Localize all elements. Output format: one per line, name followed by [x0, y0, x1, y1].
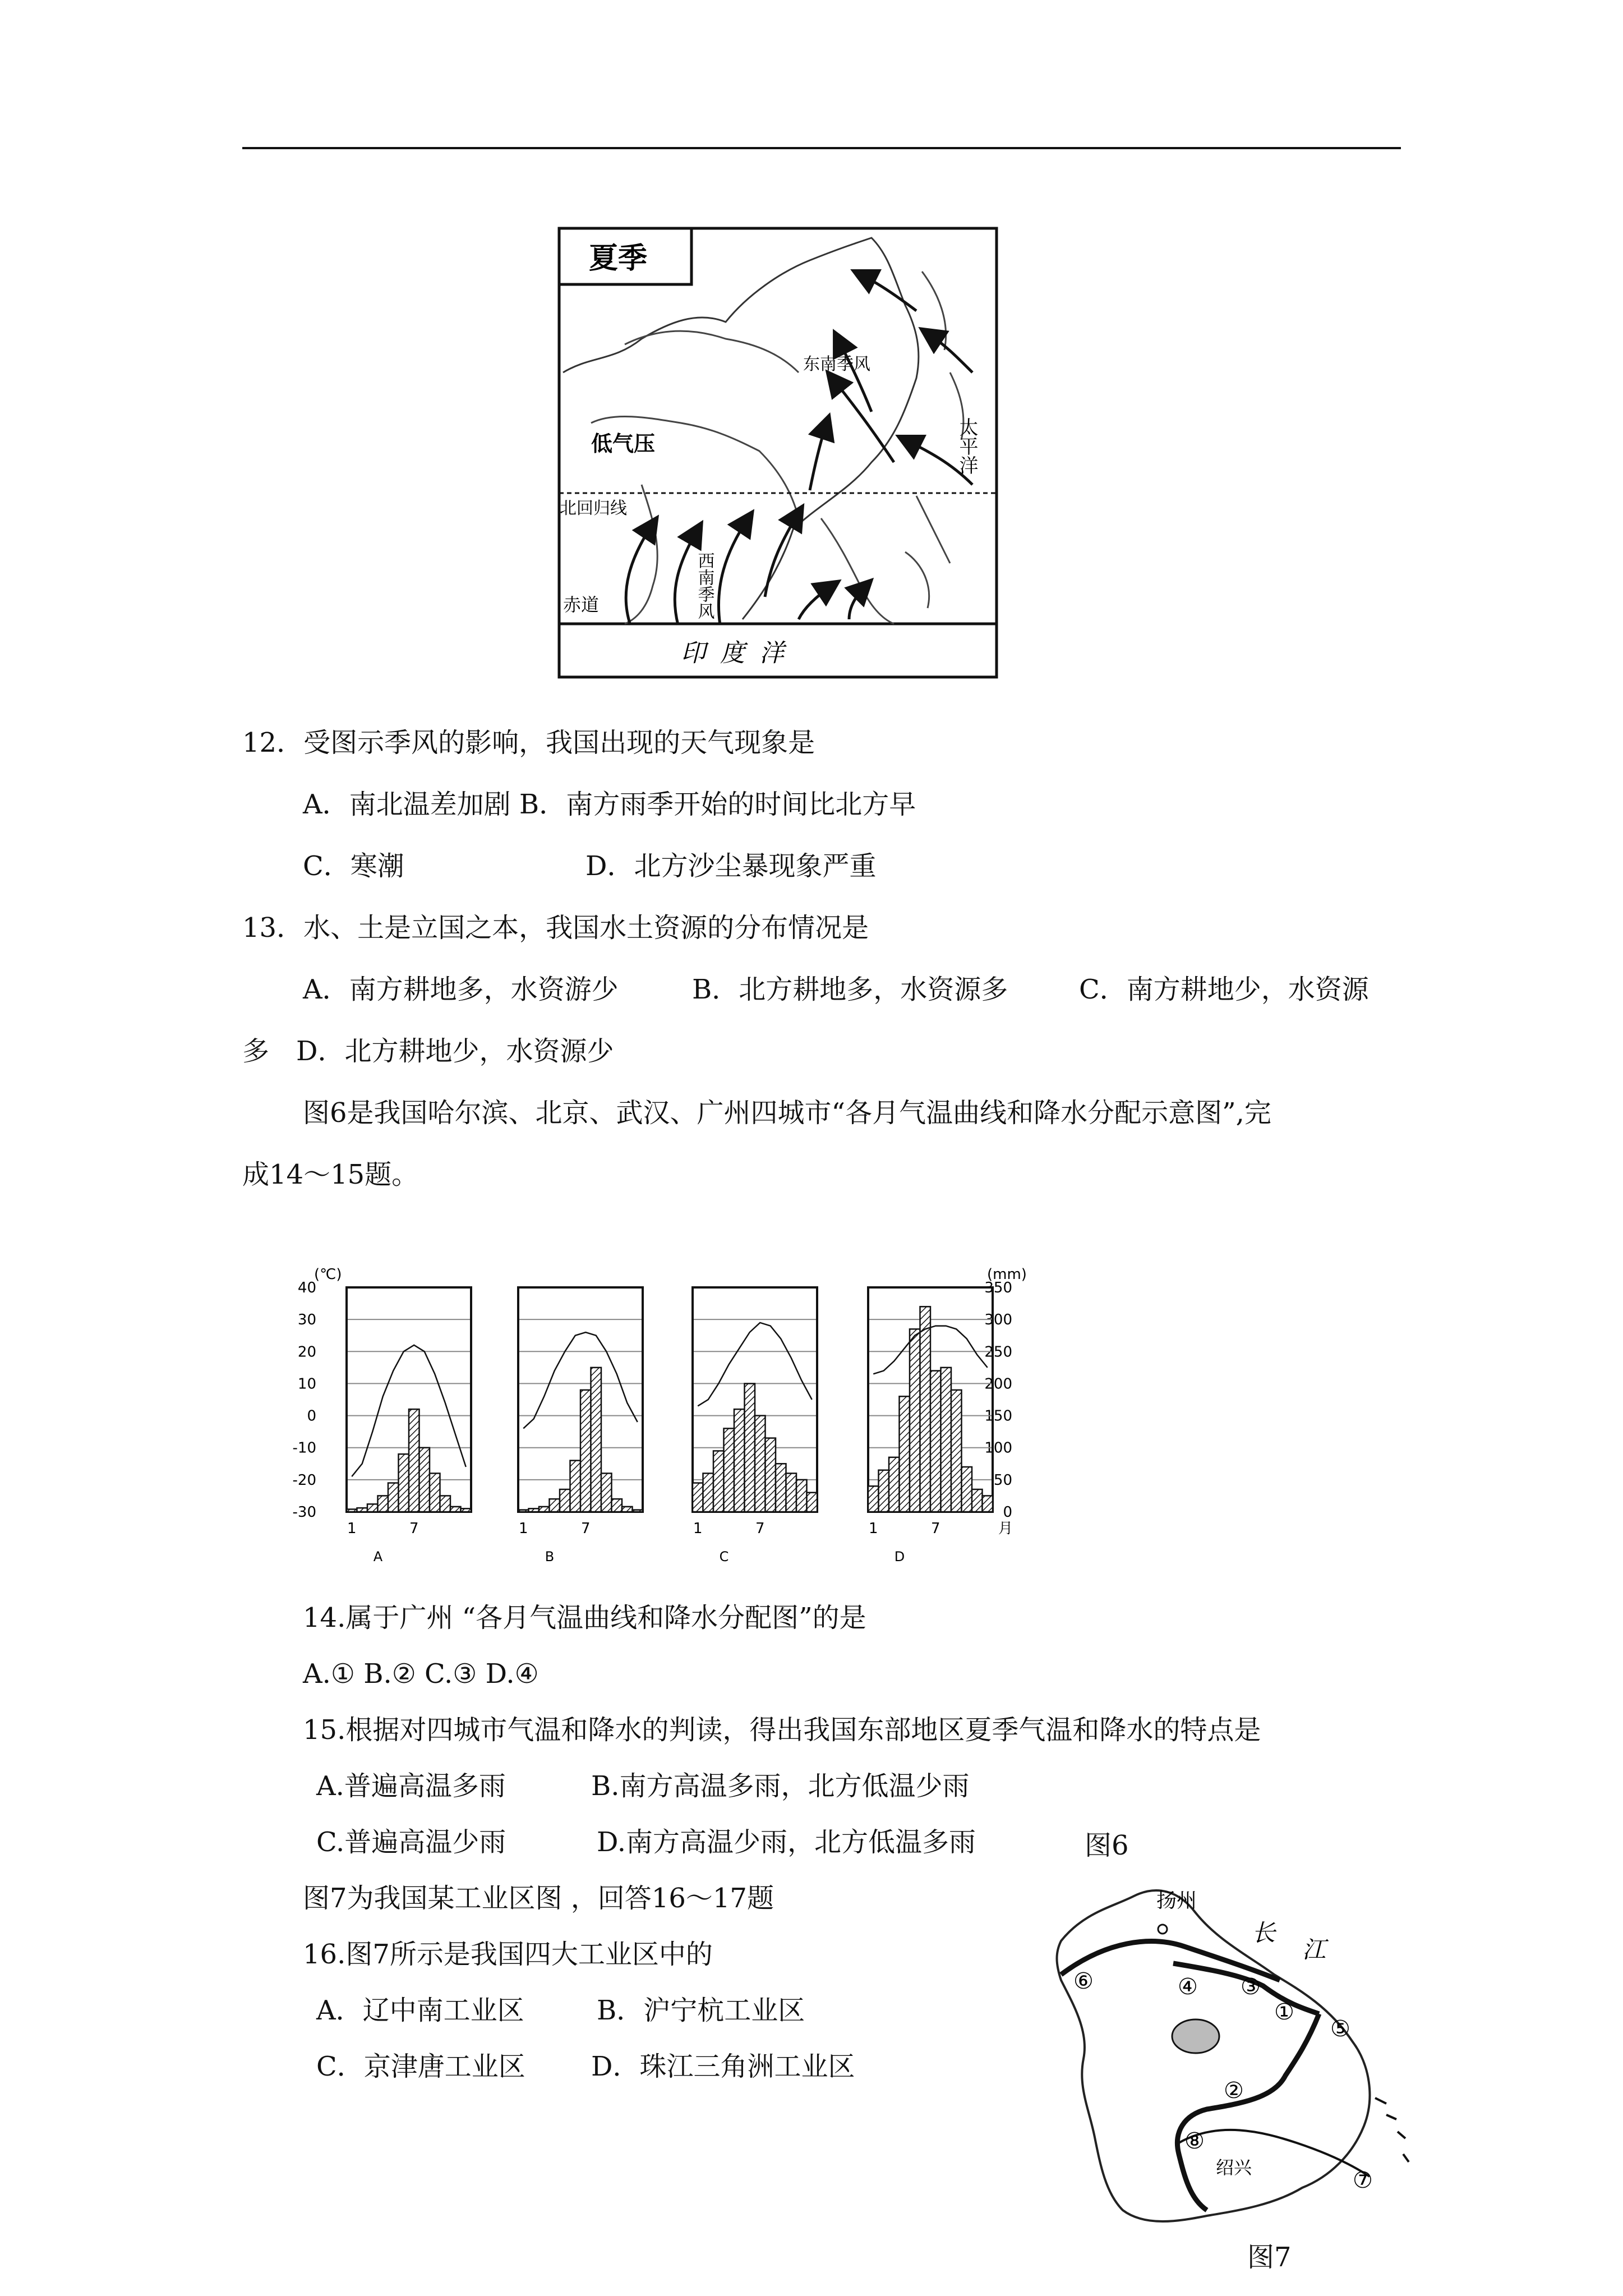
precip-bar — [920, 1306, 931, 1512]
precip-bar — [962, 1467, 972, 1512]
precip-bar — [560, 1489, 570, 1512]
chart-panel-D — [868, 1287, 1013, 1565]
x-tick-label: 7 — [409, 1520, 419, 1537]
q16-option-b: B．沪宁杭工业区 — [597, 1995, 805, 2026]
panel-label: B — [545, 1549, 555, 1565]
precip-bar — [378, 1496, 389, 1512]
map-title: 夏季 — [589, 242, 648, 275]
point-5: ⑤ — [1330, 2016, 1350, 2042]
svg-text:西南季风: 西南季风 — [694, 552, 714, 619]
precip-tick-label: 250 — [984, 1343, 1012, 1361]
precip-bar — [580, 1390, 591, 1512]
point-7: ⑦ — [1353, 2168, 1373, 2193]
yangzhou-label: 扬州 — [1156, 1889, 1197, 1912]
climate-charts-figure — [292, 1262, 1046, 1565]
q13-option-c: C．南方耕地少，水资源 — [1079, 974, 1369, 1005]
x-tick-label: 1 — [347, 1520, 357, 1537]
precip-bar — [550, 1499, 560, 1512]
equator-label: 赤道 — [563, 594, 600, 615]
q15-option-b: B.南方高温多雨，北方低温少雨 — [591, 1770, 970, 1802]
temp-axis — [293, 1280, 316, 1521]
q13-option-b: B．北方耕地多，水资源多 — [692, 974, 1008, 1005]
precip-bar — [703, 1473, 714, 1512]
q14-text: 14.属于广州 “各月气温曲线和降水分配图”的是 — [303, 1602, 866, 1634]
chart-panel-A — [347, 1287, 471, 1565]
panel-label: D — [894, 1549, 905, 1565]
precip-bar — [347, 1509, 357, 1512]
precip-bar — [440, 1496, 451, 1512]
indian-ocean-label: 印度洋 — [681, 639, 799, 668]
precip-bar — [693, 1483, 703, 1512]
temp-tick-label: 30 — [297, 1312, 316, 1329]
precip-bar — [951, 1390, 962, 1512]
precip-bar — [786, 1473, 797, 1512]
precip-bar — [983, 1496, 993, 1512]
precip-bar — [972, 1489, 983, 1512]
fig7-caption: 图7 — [1247, 2242, 1292, 2273]
chart-panel-C — [693, 1287, 817, 1565]
q16-text: 16.图7所示是我国四大工业区中的 — [303, 1939, 713, 1970]
monsoon-arrows — [626, 274, 972, 625]
svg-text:东南季风: 东南季风 — [803, 355, 870, 374]
fig7-intro: 图7为我国某工业区图 ，回答16～17题 — [303, 1883, 774, 1914]
q13-option-a: A．南方耕地多，水资游少 — [303, 974, 619, 1005]
pacific-label: 太平洋 — [956, 417, 978, 475]
q15-text: 15.根据对四城市气温和降水的判读，得出我国东部地区夏季气温和降水的特点是 — [303, 1714, 1261, 1746]
precip-bar — [419, 1448, 430, 1512]
precip-bar — [889, 1457, 900, 1512]
precip-bar — [776, 1464, 786, 1512]
q16-option-a: A．辽中南工业区 — [316, 1995, 524, 2026]
q16-option-d: D．珠江三角洲工业区 — [591, 2051, 855, 2082]
q12-options-ab: A．南北温差加剧 B．南方雨季开始的时间比北方早 — [303, 789, 916, 820]
point-3: ③ — [1241, 1974, 1261, 2000]
precip-bar — [633, 1510, 643, 1512]
precip-tick-label: 50 — [993, 1471, 1012, 1489]
precip-bar — [591, 1368, 602, 1512]
x-tick-label: 7 — [580, 1520, 591, 1537]
precip-axis — [984, 1280, 1012, 1521]
point-6: ⑥ — [1073, 1968, 1094, 1994]
temp-tick-label: -30 — [292, 1504, 316, 1521]
q16-option-c: C．京津唐工业区 — [316, 2051, 525, 2082]
precip-bar — [409, 1409, 419, 1512]
shaoxing-label: 绍兴 — [1216, 2157, 1252, 2178]
precip-bar — [713, 1451, 724, 1512]
precip-bar — [539, 1507, 550, 1512]
precip-tick-label: 350 — [984, 1280, 1012, 1296]
fig6-intro-line2: 成14～15题。 — [242, 1159, 419, 1190]
changjiang-label-2: 江 — [1302, 1936, 1326, 1963]
q14-options: A.① B.② C.③ D.④ — [303, 1658, 539, 1690]
precip-bar — [367, 1504, 378, 1512]
precip-bar — [388, 1483, 399, 1512]
point-1: ① — [1274, 1999, 1294, 2025]
chart-panels — [347, 1287, 1013, 1565]
industrial-region-map — [1039, 1874, 1465, 2233]
precip-bar — [461, 1508, 472, 1512]
precip-bar — [357, 1508, 368, 1512]
point-2: ② — [1224, 2078, 1244, 2104]
fig6-caption: 图6 — [1085, 1830, 1129, 1861]
low-pressure-label: 低气压 — [591, 431, 656, 456]
fig6-intro-line1: 图6是我国哈尔滨、北京、武汉、广州四城市“各月气温曲线和降水分配示意图”,完 — [303, 1097, 1271, 1129]
precip-bar — [450, 1507, 461, 1512]
x-tick-label: 7 — [755, 1520, 765, 1537]
precip-tick-label: 300 — [984, 1312, 1012, 1329]
precip-bar — [430, 1473, 440, 1512]
q12-text: 12．受图示季风的影响，我国出现的天气现象是 — [242, 727, 815, 758]
temp-tick-label: 40 — [297, 1280, 316, 1296]
point-8: ⑧ — [1184, 2128, 1205, 2154]
temp-tick-label: -10 — [292, 1439, 316, 1457]
precip-bar — [601, 1473, 612, 1512]
precip-bar — [755, 1416, 766, 1512]
sw-monsoon-label — [695, 552, 715, 619]
temp-unit-label: (℃) — [314, 1266, 342, 1283]
precip-bar — [529, 1508, 540, 1512]
temp-tick-label: 20 — [297, 1343, 316, 1361]
precip-tick-label: 0 — [1003, 1504, 1012, 1521]
precip-bar — [399, 1454, 409, 1512]
temp-tick-label: -20 — [292, 1471, 316, 1489]
q12-option-c: C．寒潮 — [303, 850, 404, 882]
changjiang-label-1: 长 — [1252, 1919, 1276, 1947]
summer-monsoon-map — [557, 227, 998, 682]
precip-bar — [570, 1461, 581, 1512]
precip-bar — [910, 1329, 920, 1512]
precip-bar — [807, 1493, 818, 1512]
panel-label: C — [719, 1549, 729, 1565]
q15-option-c: C.普遍高温少雨 — [316, 1826, 506, 1858]
x-tick-label: 1 — [693, 1520, 703, 1537]
precip-bar — [879, 1470, 889, 1512]
month-label: 月 — [998, 1520, 1013, 1537]
chart-panel-B — [518, 1287, 643, 1565]
q15-option-a: A.普遍高温多雨 — [316, 1770, 506, 1802]
tropic-label: 北回归线 — [560, 499, 627, 518]
panel-label: A — [373, 1549, 383, 1565]
precip-bar — [612, 1499, 623, 1512]
precip-bar — [930, 1371, 941, 1512]
precip-tick-label: 150 — [984, 1407, 1012, 1425]
precip-bar — [734, 1409, 745, 1512]
precip-bar — [796, 1480, 807, 1512]
precip-bar — [518, 1510, 529, 1512]
precip-unit-label: (mm) — [987, 1266, 1027, 1283]
precip-bar — [941, 1368, 952, 1512]
temp-tick-label: 0 — [307, 1407, 316, 1425]
q15-option-d: D.南方高温少雨，北方低温多雨 — [597, 1826, 976, 1858]
precip-bar — [724, 1428, 735, 1512]
temp-tick-label: 10 — [297, 1375, 316, 1393]
header-rule — [242, 147, 1401, 149]
q12-option-d: D．北方沙尘暴现象严重 — [585, 850, 877, 882]
se-monsoon-label — [803, 355, 870, 374]
precip-bar — [766, 1438, 776, 1512]
point-4: ④ — [1178, 1974, 1198, 2000]
precip-tick-label: 200 — [984, 1375, 1012, 1393]
q13-option-d: 多 D．北方耕地少，水资源少 — [242, 1036, 614, 1067]
x-tick-label: 1 — [518, 1520, 528, 1537]
precip-tick-label: 100 — [984, 1439, 1012, 1457]
precip-bar — [622, 1507, 633, 1512]
q13-text: 13．水、土是立国之本，我国水土资源的分布情况是 — [242, 912, 869, 944]
x-tick-label: 1 — [868, 1520, 878, 1537]
precip-bar — [745, 1383, 755, 1512]
precip-bar — [900, 1396, 910, 1512]
x-tick-label: 7 — [930, 1520, 940, 1537]
precip-bar — [868, 1486, 879, 1512]
